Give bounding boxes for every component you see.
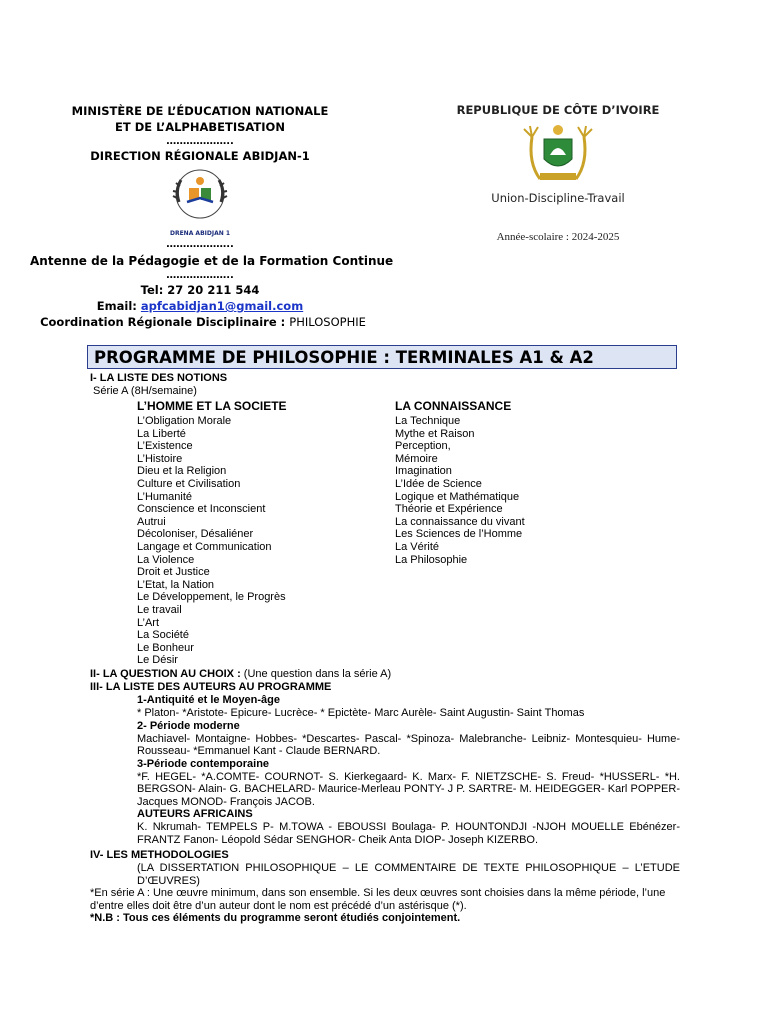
telephone: Tel: 27 20 211 544	[140, 283, 260, 297]
notion-item: Langage et Communication	[137, 540, 272, 553]
coat-of-arms-icon	[510, 123, 606, 183]
notion-item: Le Développement, le Progrès	[137, 591, 286, 604]
document-title-box	[87, 345, 677, 369]
notion-item: Les Sciences de l’Homme	[395, 528, 523, 541]
notion-item: Perception,	[395, 440, 451, 453]
notion-item: L’Etat, la Nation	[137, 578, 215, 591]
period-authors: K. Nkrumah- TEMPELS P- M.TOWA - EBOUSSI Boulaga- P. HOUNTONDJI -NJOH MOUELLE Ebénézer- FRANTZ Fanon- Léopold Sédar SENGHOR- Cheik Anta DIOP- Joseph KIZERBO.	[137, 821, 680, 846]
period-authors: * Platon- *Aristote- Epicure- Lucrèce- * Epictète- Marc Aurèle- Saint Augustin- Saint Thomas	[137, 707, 585, 719]
notion-item: La Philosophie	[395, 553, 468, 566]
ministry-name-line2: ET DE L’ALPHABETISATION	[115, 120, 285, 134]
notion-item: L’Art	[137, 616, 160, 629]
notion-item: La Technique	[395, 415, 461, 427]
serie-note: *En série A : Une œuvre minimum, dans son ensemble. Si les deux œuvres sont choisies dans la même période, l’une d’entre elles doit être d’un auteur dont le nom est précédé d’un astérisque (*).	[90, 887, 666, 912]
notion-item: Décoloniser, Désaliéner	[137, 528, 254, 541]
period-authors: Machiavel- Montaigne- Hobbes- *Descartes- Pascal- *Spinoza- Malebranche- Leibniz- Montesquieu- Hume- Rousseau- *Emmanuel Kant - Claude BERNARD.	[137, 732, 680, 757]
ministry-header	[30, 103, 394, 330]
period-title: 1-Antiquité et le Moyen-âge	[137, 694, 281, 706]
methodologies-text: (LA DISSERTATION PHILOSOPHIQUE – LE COMMENTAIRE DE TEXTE PHILOSOPHIQUE – L’ETUDE D’ŒUVRES)	[137, 862, 680, 887]
notion-item: L’Idée de Science	[395, 477, 482, 490]
program-body	[90, 372, 680, 925]
notions-column-connaissance	[395, 398, 525, 566]
antenne-name: Antenne de la Pédagogie et de la Formation Continue	[30, 254, 394, 268]
notion-item: Mémoire	[395, 452, 438, 465]
email-link[interactable]: apfcabidjan1@gmail.com	[140, 299, 304, 313]
notion-item: La Société	[137, 629, 189, 642]
notion-item: Théorie et Expérience	[395, 503, 503, 516]
notion-item: L’Obligation Morale	[137, 415, 232, 427]
notions-heading: I- LA LISTE DES NOTIONS	[90, 372, 228, 384]
school-year: Année-scolaire : 2024-2025	[496, 231, 620, 243]
republic-name: REPUBLIQUE DE CÔTE D’IVOIRE	[456, 103, 660, 117]
notion-item: L’Existence	[137, 440, 193, 453]
republic-header	[448, 103, 668, 243]
notion-item: La Liberté	[137, 427, 186, 440]
dotted-separator: ………………..	[166, 270, 234, 281]
period-title: 3-Période contemporaine	[137, 757, 270, 770]
notion-item: Conscience et Inconscient	[137, 503, 266, 516]
notion-item: Imagination	[395, 465, 452, 478]
nb-note: *N.B : Tous ces éléments du programme seront étudiés conjointement.	[90, 912, 461, 924]
national-motto: Union-Discipline-Travail	[491, 191, 625, 205]
notion-item: Logique et Mathématique	[395, 490, 520, 503]
regional-direction: DIRECTION RÉGIONALE ABIDJAN-1	[90, 149, 310, 163]
methodologies-heading: IV- LES METHODOLOGIES	[90, 849, 229, 861]
notion-item: La Violence	[137, 553, 195, 566]
notions-columns	[90, 398, 680, 668]
notion-list	[395, 415, 525, 566]
notion-item: La connaissance du vivant	[395, 515, 525, 528]
notion-item: Culture et Civilisation	[137, 477, 241, 490]
email-label: Email:	[96, 299, 141, 313]
notion-item: Droit et Justice	[137, 566, 210, 579]
notion-item: Le travail	[137, 603, 182, 616]
notions-column-homme-societe	[137, 398, 287, 667]
coordination-line	[36, 314, 370, 330]
email-line	[30, 298, 370, 314]
notion-item: L’Humanité	[137, 490, 193, 503]
notion-item: Dieu et la Religion	[137, 465, 227, 478]
coordination-label: Coordination Régionale Disciplinaire :	[40, 315, 290, 329]
period-title: 2- Période moderne	[137, 719, 240, 732]
period-authors: *F. HEGEL- *A.COMTE- COURNOT- S. Kierkegaard- K. Marx- F. NIETZSCHE- S. Freud- *HUSSERL- *H. BERGSON- Alain- G. BACHELARD- Maurice-Merleau PONTY- J P. SARTRE- M. HEIDEGGER- Karl POPPER- Jacques MONOD- François JACOB.	[137, 770, 680, 808]
question-heading: II- LA QUESTION AU CHOIX :	[90, 668, 244, 680]
question-section	[90, 668, 680, 681]
serie-label: Série A (8H/semaine)	[93, 385, 197, 397]
authors-heading: III- LA LISTE DES AUTEURS AU PROGRAMME	[90, 681, 332, 693]
notion-item: Mythe et Raison	[395, 427, 475, 440]
ministry-name-line1: MINISTÈRE DE L’ÉDUCATION NATIONALE	[71, 104, 329, 118]
period-title: AUTEURS AFRICAINS	[137, 808, 253, 820]
question-text: (Une question dans la série A)	[243, 668, 392, 680]
column-heading: L’HOMME ET LA SOCIETE	[137, 399, 287, 413]
notion-list	[137, 415, 287, 667]
drena-emblem-icon	[165, 168, 235, 230]
notion-item: Autrui	[137, 515, 166, 528]
dotted-separator: ………………..	[166, 136, 234, 147]
emblem-caption: DRENA ABIDJAN 1	[169, 230, 231, 237]
notion-item: Le Bonheur	[137, 641, 194, 654]
document-title: PROGRAMME DE PHILOSOPHIE : TERMINALES A1 & A2	[94, 348, 594, 367]
dotted-separator: ………………..	[166, 239, 234, 250]
notion-item: L’Histoire	[137, 452, 183, 465]
notion-item: La Vérité	[395, 540, 440, 553]
column-heading: LA CONNAISSANCE	[395, 399, 512, 413]
notion-item: Le Désir	[137, 654, 178, 667]
discipline-name: PHILOSOPHIE	[289, 315, 366, 329]
